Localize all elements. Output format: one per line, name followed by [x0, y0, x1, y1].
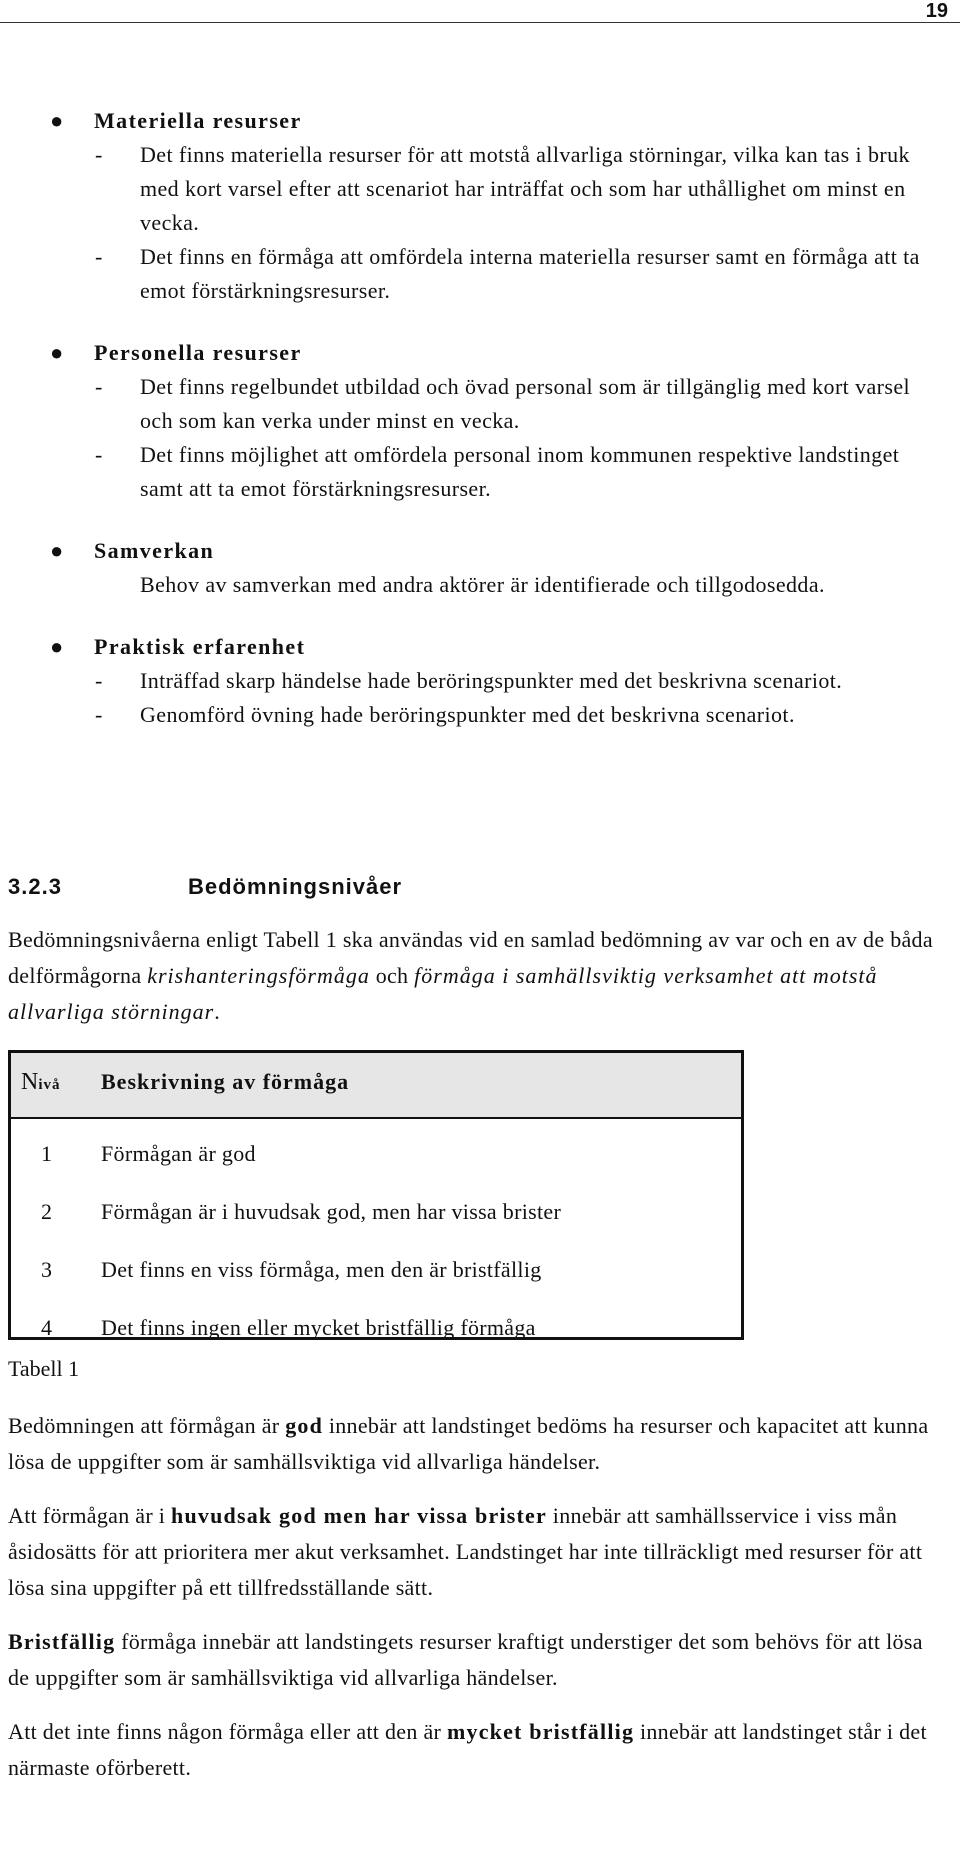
- header-level: Nivå: [21, 1069, 61, 1095]
- list-item: - Inträffad skarp händelse hade beröringspunkter med det beskrivna scenariot.: [95, 668, 843, 693]
- table-row: [11, 1119, 741, 1177]
- list-item: - Det finns möjlighet att omfördela personal inom kommunen respektive landstinget samt att ta emot förstärkningsresurser.: [95, 442, 900, 501]
- table-row: [11, 1177, 741, 1235]
- paragraph: Att förmågan är i huvudsak god men har vissa brister innebär att samhällsservice i viss mån åsidosätts för att prioritera mer akut verksamhet. Landstinget har inte tillräckligt med resurser för att lösa sina uppgifter på ett tillfredsställande sätt.: [8, 1503, 923, 1600]
- italic-term: krishanteringsförmåga: [147, 963, 370, 988]
- section-title: Personella resurser: [94, 340, 302, 365]
- section-personella-resurser: [0, 336, 960, 506]
- table-row: [11, 1293, 741, 1351]
- bold-term: Bristfällig: [8, 1629, 116, 1654]
- section-materiella-resurser: [0, 104, 960, 308]
- section-heading: [8, 874, 402, 900]
- paragraph: Bedömningen att förmågan är god innebär att landstinget bedöms ha resurser och kapacitet att kunna lösa de uppgifter som är samhällsviktiga vid allvarliga händelser.: [8, 1413, 929, 1474]
- bold-term: huvudsak god men har vissa brister: [171, 1503, 547, 1528]
- section-title: Materiella resurser: [94, 108, 302, 133]
- bold-term: mycket bristfällig: [446, 1719, 635, 1744]
- page-number: 19: [925, 0, 948, 22]
- bullet-icon: ●: [50, 634, 64, 659]
- bullet-icon: ●: [50, 340, 64, 365]
- level-cell: 4: [41, 1315, 52, 1340]
- header-description: Beskrivning av förmåga: [101, 1069, 350, 1094]
- header-rule: [0, 22, 960, 23]
- table-row: [11, 1235, 741, 1293]
- body-text: [8, 1408, 948, 1804]
- description-cell: Det finns en viss förmåga, men den är bristfällig: [101, 1257, 542, 1282]
- description-cell: Förmågan är god: [101, 1141, 256, 1166]
- description-cell: Det finns ingen eller mycket bristfällig förmåga: [101, 1315, 536, 1340]
- assessment-table: [8, 1050, 744, 1340]
- bullet-icon: ●: [50, 108, 64, 133]
- section-text: Behov av samverkan med andra aktörer är identifierade och tillgodosedda.: [140, 572, 825, 597]
- paragraph: Bristfällig förmåga innebär att landstingets resurser kraftigt understiger det som behövs för att lösa de uppgifter som är samhällsviktiga vid allvarliga händelser.: [8, 1629, 923, 1690]
- table-header: [11, 1053, 741, 1119]
- criteria-list: [0, 104, 960, 760]
- description-cell: Förmågan är i huvudsak god, men har vissa brister: [101, 1199, 562, 1224]
- paragraph: Att det inte finns någon förmåga eller att den är mycket bristfällig innebär att landstinget står i det närmaste oförberett.: [8, 1719, 927, 1780]
- heading-number: 3.2.3: [8, 874, 62, 899]
- section-samverkan: [0, 534, 960, 602]
- heading-title: Bedömningsnivåer: [188, 874, 403, 899]
- bold-term: god: [285, 1413, 324, 1438]
- table-caption: Tabell 1: [8, 1356, 80, 1381]
- list-item: - Det finns regelbundet utbildad och övad personal som är tillgänglig med kort varsel och som kan verka under minst en vecka.: [95, 374, 911, 433]
- level-cell: 3: [41, 1257, 52, 1282]
- bullet-icon: ●: [50, 538, 64, 563]
- section-title: Praktisk erfarenhet: [94, 634, 306, 659]
- list-item: - Genomförd övning hade beröringspunkter med det beskrivna scenariot.: [95, 702, 795, 727]
- level-cell: 2: [41, 1199, 52, 1224]
- level-cell: 1: [41, 1141, 52, 1166]
- italic-term: förmåga i samhällsviktig verksamhet att motstå allvarliga störningar: [8, 963, 878, 1024]
- section-title: Samverkan: [94, 538, 215, 563]
- list-item: - Det finns materiella resurser för att motstå allvarliga störningar, vilka kan tas i bruk med kort varsel efter att scenariot har inträffat och som har uthållighet om minst en vecka.: [95, 142, 910, 235]
- list-item: - Det finns en förmåga att omfördela interna materiella resurser samt en förmåga att ta emot förstärkningsresurser.: [95, 244, 920, 303]
- intro-paragraph: Bedömningsnivåerna enligt Tabell 1 ska användas vid en samlad bedömning av var och en av de båda delförmågorna krishanteringsförmåga och förmåga i samhällsviktig verksamhet att motstå allvarliga störningar.: [8, 927, 933, 1024]
- section-praktisk-erfarenhet: [0, 630, 960, 732]
